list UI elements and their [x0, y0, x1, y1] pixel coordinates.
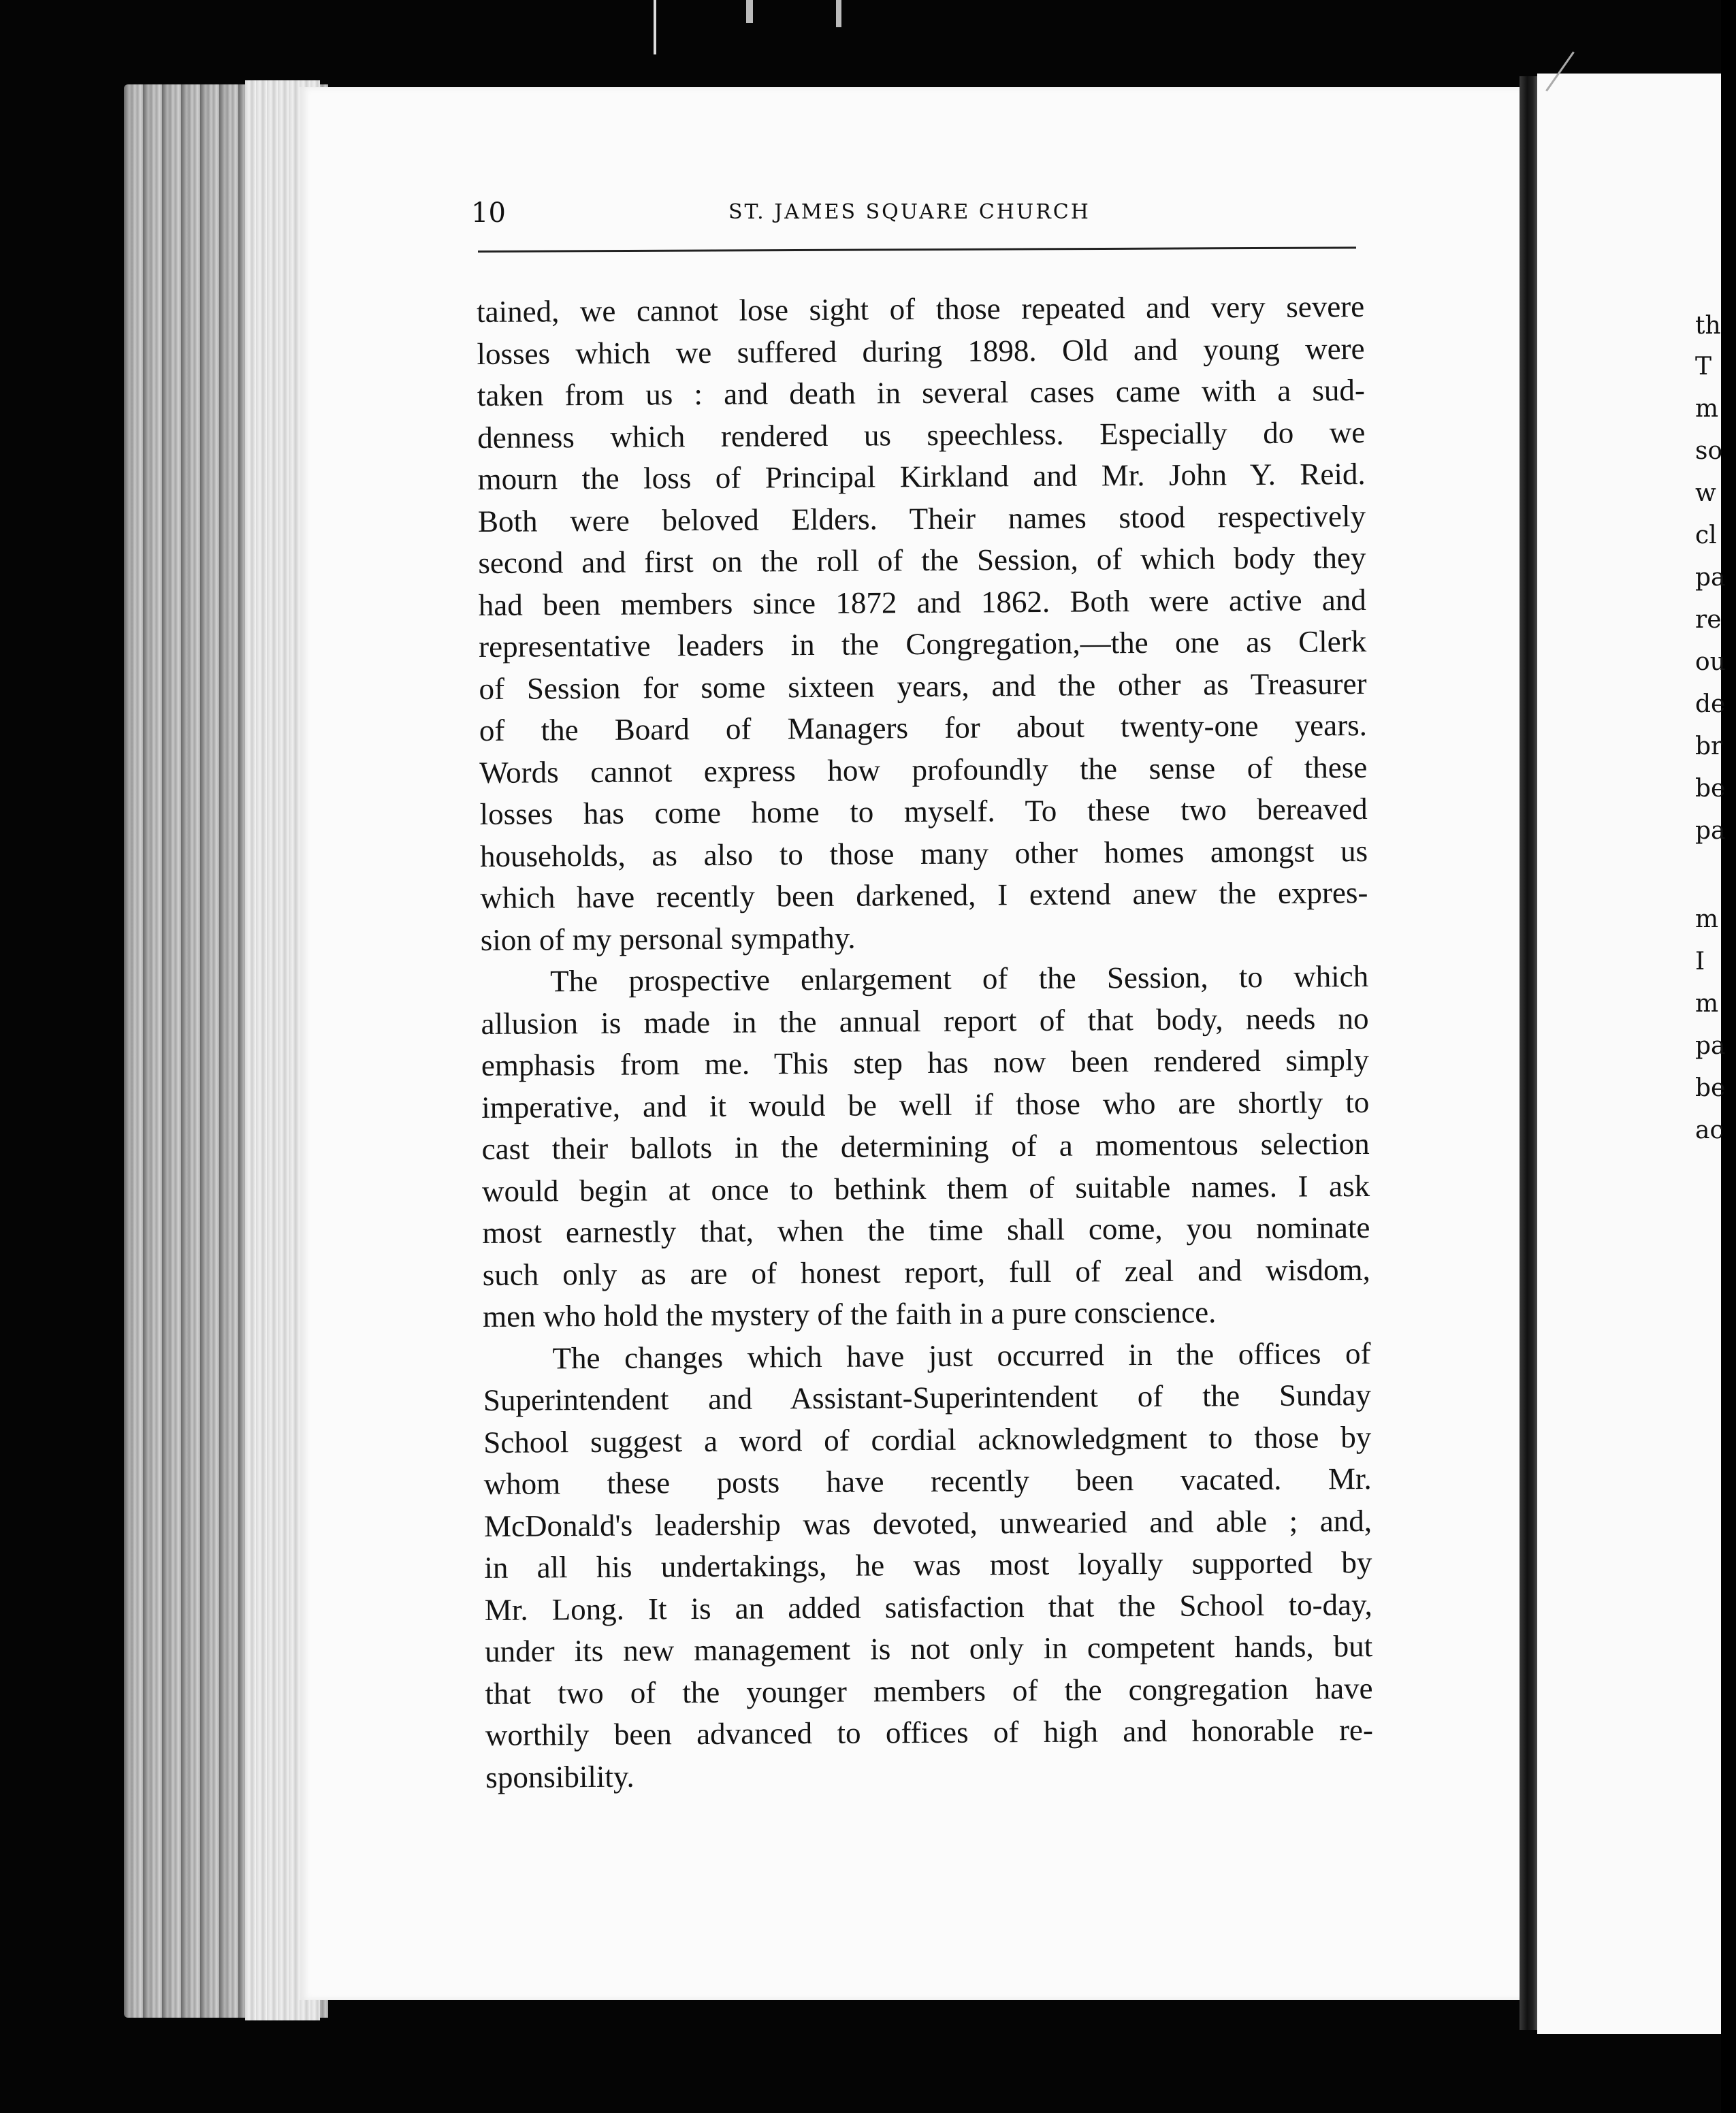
scan-artifact [654, 0, 656, 54]
text-line: under its new management is not only in competent hands, but [485, 1628, 1373, 1668]
page-number: 10 [471, 197, 506, 229]
text-line: Words cannot express how profoundly the sense of these [479, 749, 1368, 790]
running-title: ST. JAMES SQUARE CHURCH [728, 200, 1091, 224]
facing-line-start: be [1695, 1074, 1726, 1102]
text-line: sion of my personal sympathy. [480, 920, 856, 957]
facing-line-start: pa [1695, 1032, 1726, 1060]
text-line: emphasis from me. This step has now been rendered simply [481, 1043, 1370, 1082]
facing-line-start: w [1695, 479, 1716, 507]
text-line: taken from us : and death in several cases came with a sud- [477, 373, 1366, 413]
facing-line-start: th [1695, 312, 1721, 340]
facing-line-start: pa [1695, 817, 1726, 845]
text-line: sponsibility. [485, 1759, 634, 1794]
facing-line-start: so [1695, 437, 1723, 465]
text-line: The changes which have just occurred in the offices of [552, 1336, 1371, 1375]
text-line: mourn the loss of Principal Kirkland and Mr. John Y. Reid. [477, 457, 1366, 496]
text-line: denness which rendered us speechless. Especially do we [477, 415, 1366, 455]
facing-line-start: cl [1695, 521, 1717, 549]
facing-line-start: I [1695, 948, 1705, 975]
text-line: men who hold the mystery of the faith in a pure conscience. [483, 1295, 1217, 1334]
text-line: allusion is made in the annual report of that body, needs no [481, 1001, 1369, 1041]
text-line: McDonald's leadership was devoted, unwearied and able ; and, [483, 1503, 1372, 1543]
body-text [477, 286, 1374, 1799]
facing-line-start: ou [1695, 648, 1726, 676]
text-line: that two of the younger members of the congregation have [485, 1671, 1373, 1711]
text-line: second and first on the roll of the Session, of which body they [478, 541, 1366, 580]
scan-artifact [746, 0, 753, 23]
facing-line-start: m [1695, 905, 1719, 933]
text-line: tained, we cannot lose sight of those repeated and very severe [477, 289, 1365, 329]
book-gutter [1520, 76, 1539, 2030]
facing-line-start: de [1695, 690, 1726, 718]
facing-line-start: T [1695, 353, 1712, 381]
text-line: which have recently been darkened, I extend anew the expres- [480, 875, 1368, 915]
scan-artifact [836, 0, 841, 27]
facing-line-start: re [1695, 606, 1722, 634]
text-line: The prospective enlargement of the Session, to which [550, 959, 1369, 999]
text-line: cast their ballots in the determining of a momentous selection [481, 1127, 1370, 1166]
text-line: losses has come home to myself. To these two bereaved [479, 792, 1368, 831]
text-line: losses which we suffered during 1898. Old and young were [477, 331, 1365, 371]
text-line: School suggest a word of cordial acknowledgment to those by [483, 1419, 1372, 1459]
text-line: households, as also to those many other homes amongst us [479, 833, 1368, 873]
text-line: Mr. Long. It is an added satisfaction that the School to-day, [484, 1587, 1372, 1627]
text-line: had been members since 1872 and 1862. Both were active and [478, 582, 1366, 622]
text-line: whom these posts have recently been vacated. Mr. [483, 1462, 1372, 1501]
text-line: would begin at once to bethink them of suitable names. I ask [481, 1168, 1370, 1208]
text-line: Both were beloved Elders. Their names stood respectively [477, 498, 1366, 538]
facing-line-start: be [1695, 775, 1726, 803]
facing-line-start: pa [1695, 564, 1726, 592]
text-line: such only as are of honest report, full of zeal and wisdom, [482, 1252, 1370, 1292]
text-line: most earnestly that, when the time shall come, you nominate [482, 1210, 1370, 1250]
facing-line-start: br [1695, 732, 1723, 760]
text-line: of Session for some sixteen years, and the other as Treasurer [479, 666, 1367, 706]
facing-line-start: m [1695, 395, 1719, 423]
text-line: Superintendent and Assistant-Superintendent of the Sunday [483, 1378, 1372, 1417]
facing-line-start: m [1695, 990, 1719, 1018]
text-line: worthily been advanced to offices of high and honorable re- [485, 1712, 1374, 1752]
facing-page [1537, 74, 1721, 2034]
text-line: of the Board of Managers for about twenty-one years. [479, 708, 1368, 747]
text-line: in all his undertakings, he was most loyally supported by [484, 1545, 1372, 1585]
facing-line-start: ac [1695, 1116, 1724, 1144]
text-line: imperative, and it would be well if those who are shortly to [481, 1084, 1370, 1125]
text-line: representative leaders in the Congregation,—the one as Clerk [479, 624, 1367, 664]
